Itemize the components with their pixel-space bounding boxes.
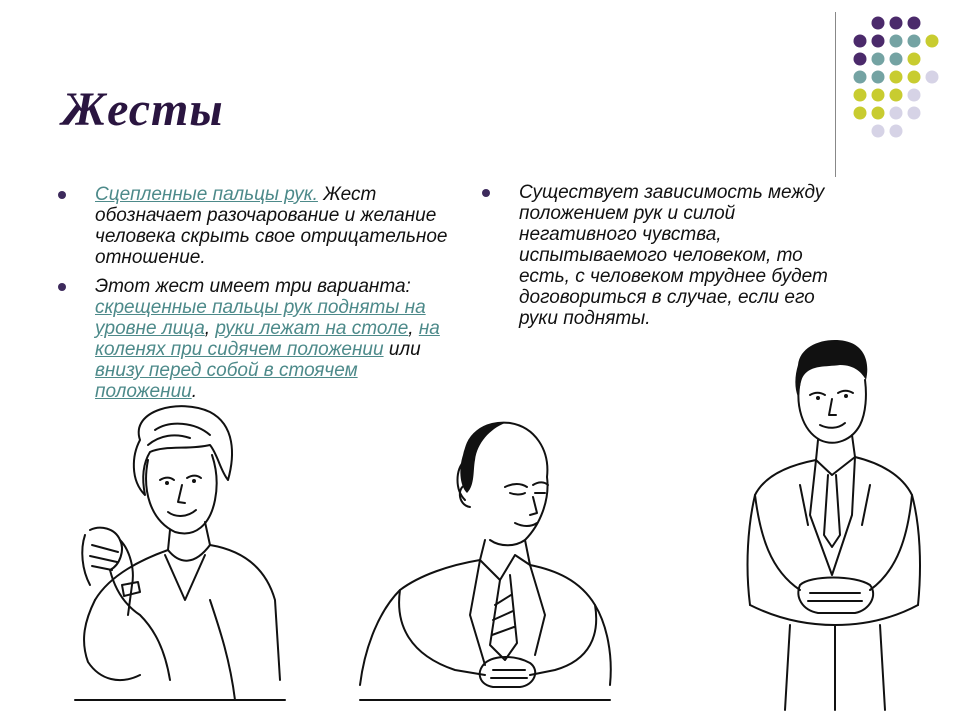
decorative-dot [854,35,867,48]
decorative-dot [872,71,885,84]
bullet-item [482,182,847,329]
decorative-dot [908,89,921,102]
decorative-dot-grid [830,8,950,168]
slide-title: Жесты [62,83,224,136]
link-variant-on-table[interactable]: руки лежат на столе [215,318,409,339]
decorative-dot [908,17,921,30]
bullet-item [58,276,458,402]
link-clasped-fingers[interactable]: Сцепленные пальцы рук. [95,184,318,205]
decorative-dot [872,89,885,102]
decorative-dot [908,53,921,66]
decorative-dot [854,53,867,66]
decorative-dot [890,107,903,120]
decorative-dot [926,71,939,84]
link-variant-standing-low[interactable]: внизу перед собой в стоячем положении [95,360,358,402]
decorative-dot [908,107,921,120]
link-variant-on-knees[interactable]: на коленях при сидячем положении [95,318,440,360]
decorative-dot [908,71,921,84]
link-variant-face-level[interactable]: скрещенные пальцы рук подняты на уровне лица [95,297,426,339]
decorative-dot [908,35,921,48]
decorative-dot [890,17,903,30]
decorative-dot [890,125,903,138]
bullet-text: Существует зависимость между положением рук и силой негативного чувства, испытываемого человеком, то есть, с человеком труднее будет договориться в случае, если его руки подняты. [519,182,828,329]
bullet-text: Этот жест имеет три варианта: [95,276,411,297]
decorative-dot [890,53,903,66]
bullet-dot-icon [482,189,490,197]
decorative-dot [890,89,903,102]
end-text: . [191,381,197,402]
decorative-dot [872,17,885,30]
decorative-dot [854,89,867,102]
separator-text: или [383,339,421,360]
bullet-dot-icon [58,191,66,199]
separator-text: , [408,318,419,339]
decorative-dot [872,107,885,120]
decorative-dot [890,71,903,84]
decorative-dot [854,71,867,84]
decorative-dot [872,53,885,66]
decorative-dot [854,107,867,120]
decorative-dot [872,35,885,48]
man-hands-on-table-sketch-icon [355,415,615,715]
decorative-dot [926,35,939,48]
bullet-dot-icon [58,283,66,291]
woman-hands-raised-sketch-icon [70,400,290,715]
bullet-text: Жест обозначает разочарование и желание человека скрыть свое отрицательное отношение. [95,184,448,268]
decorative-dot [872,125,885,138]
decorative-divider [835,12,836,177]
left-text-column [58,184,458,410]
bullet-item [58,184,458,268]
man-standing-hands-low-sketch-icon [740,335,930,715]
separator-text: , [204,318,216,339]
decorative-dot [890,35,903,48]
right-text-column [482,182,847,337]
